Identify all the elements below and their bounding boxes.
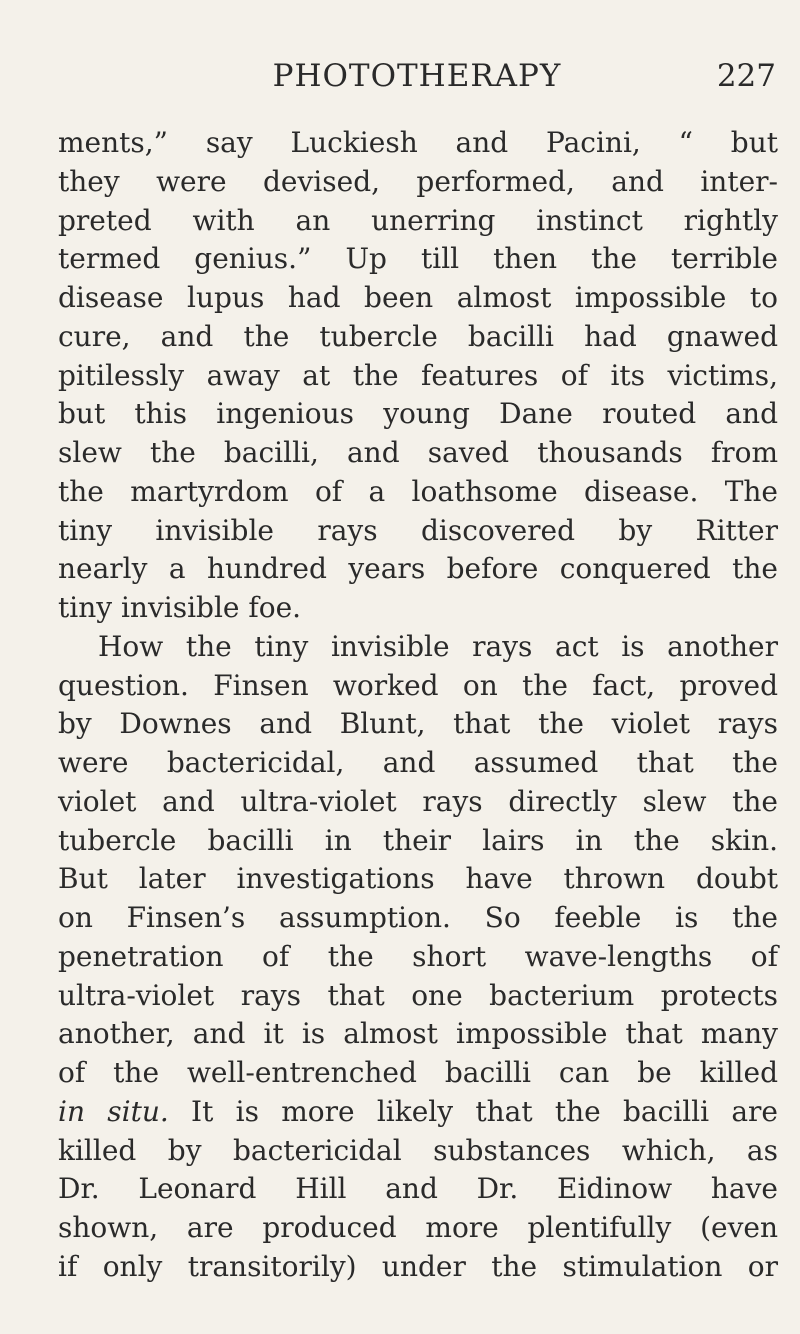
running-head xyxy=(58,58,776,98)
italic-phrase: in situ. xyxy=(58,1094,169,1128)
text-line: were bactericidal, and assumed that the xyxy=(58,746,778,779)
text-line: But later investigations have thrown doubt xyxy=(58,862,778,896)
running-title: PHOTOTHERAPY xyxy=(272,58,562,94)
text-line: the martyrdom of a loathsome disease. The xyxy=(58,474,778,508)
text-line: if only transitorily) under the stimulation or xyxy=(58,1249,778,1283)
text-fragment: It is more likely that the bacilli are xyxy=(168,1094,779,1128)
text-line: tubercle bacilli in their lairs in the skin. xyxy=(58,823,778,857)
body-text xyxy=(58,124,778,1287)
paragraph-start-line: How the tiny invisible rays act is another xyxy=(98,629,778,663)
text-line: termed genius.” Up till then the terrible xyxy=(58,242,778,276)
text-line: preted with an unerring instinct rightly xyxy=(58,203,778,237)
text-line: by Downes and Blunt, that the violet rays xyxy=(58,707,778,741)
text-line: nearly a hundred years before conquered the xyxy=(58,552,778,586)
text-line: of the well-entrenched bacilli can be killed xyxy=(58,1056,778,1089)
text-line: they were devised, performed, and inter- xyxy=(58,164,778,198)
text-line: disease lupus had been almost impossible to xyxy=(58,281,778,314)
text-line: ments,” say Luckiesh and Pacini, “ but xyxy=(58,126,778,159)
text-line: another, and it is almost impossible that many xyxy=(58,1017,778,1051)
paragraph-end-line: tiny invisible foe. xyxy=(58,591,302,624)
text-line: cure, and the tubercle bacilli had gnawed xyxy=(58,319,778,353)
text-line: question. Finsen worked on the fact, proved xyxy=(58,668,778,702)
text-line: pitilessly away at the features of its victims, xyxy=(58,358,778,392)
text-line: violet and ultra-violet rays directly slew the xyxy=(58,784,778,818)
text-line: slew the bacilli, and saved thousands from xyxy=(58,436,778,469)
text-line xyxy=(58,1093,778,1132)
text-line: ultra-violet rays that one bacterium protects xyxy=(58,978,778,1012)
text-line: but this ingenious young Dane routed and xyxy=(58,397,778,431)
text-line: shown, are produced more plentifully (even xyxy=(58,1211,778,1244)
text-line: Dr. Leonard Hill and Dr. Eidinow have xyxy=(58,1172,778,1206)
text-line: killed by bactericidal substances which, as xyxy=(58,1133,778,1167)
text-line: penetration of the short wave-lengths of xyxy=(58,939,778,973)
page-number: 227 xyxy=(716,58,776,94)
text-line: on Finsen’s assumption. So feeble is the xyxy=(58,901,778,934)
text-line: tiny invisible rays discovered by Ritter xyxy=(58,513,778,547)
